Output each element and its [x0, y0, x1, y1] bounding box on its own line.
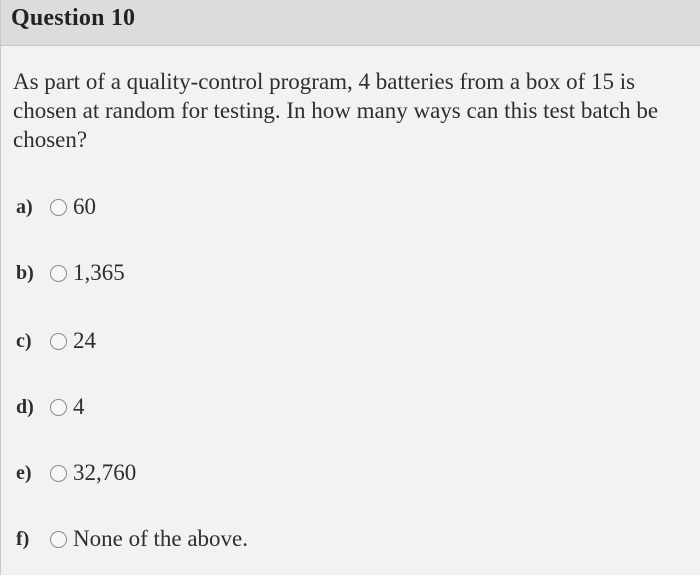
answer-letter: b)	[16, 261, 34, 284]
answer-option-a[interactable]	[16, 192, 96, 222]
answer-letter: c)	[16, 329, 32, 352]
answer-letter: f)	[16, 527, 30, 550]
radio-button[interactable]	[50, 265, 67, 282]
answer-letter: e)	[16, 461, 32, 484]
question-header	[1, 0, 700, 46]
answer-text: None of the above.	[73, 526, 248, 551]
answer-option-c[interactable]	[16, 326, 96, 356]
answer-option-b[interactable]	[16, 258, 125, 288]
answer-option-d[interactable]	[16, 392, 85, 422]
radio-button[interactable]	[50, 531, 67, 548]
answer-text: 32,760	[73, 460, 137, 485]
answer-text: 60	[73, 194, 96, 219]
answer-text: 4	[73, 394, 85, 419]
answer-option-e[interactable]	[16, 458, 136, 488]
question-text: As part of a quality-control program, 4 batteries from a box of 15 is chosen at random for testing. In how many ways can this test batch be chosen?	[13, 69, 659, 152]
radio-button[interactable]	[50, 465, 67, 482]
answer-text: 24	[73, 328, 96, 353]
answer-option-f[interactable]	[16, 524, 248, 554]
question-body	[1, 46, 700, 575]
answer-text: 1,365	[73, 260, 125, 285]
radio-button[interactable]	[50, 399, 67, 416]
question-title: Question 10	[11, 5, 136, 31]
answer-letter: a)	[16, 195, 33, 218]
answer-letter: d)	[16, 395, 34, 418]
radio-button[interactable]	[50, 333, 67, 350]
radio-button[interactable]	[50, 199, 67, 216]
